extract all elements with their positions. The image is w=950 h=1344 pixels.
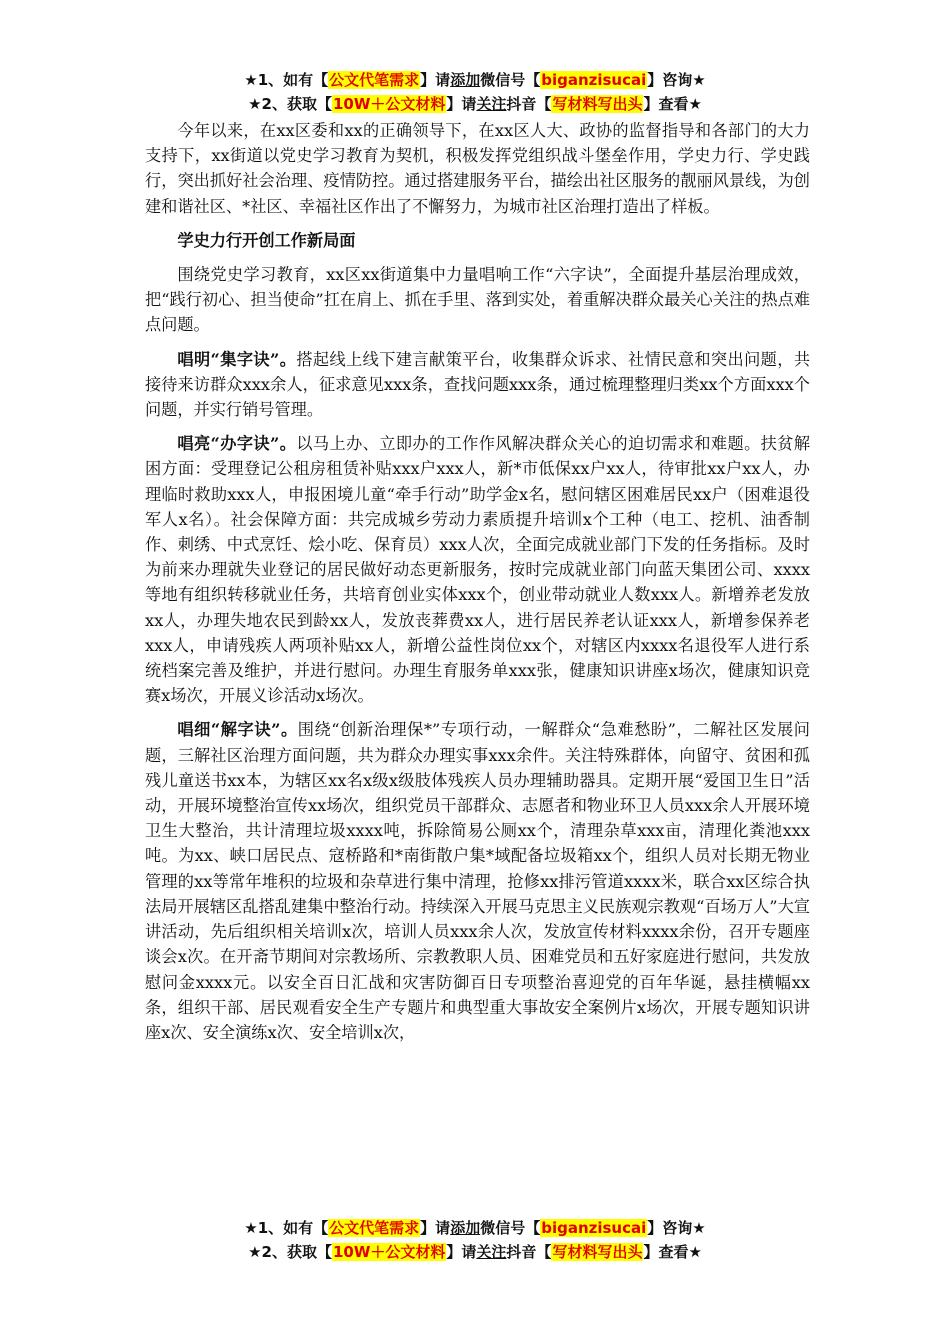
top-promo-banner — [0, 68, 950, 116]
body-paragraph — [145, 717, 810, 1045]
promo-text: 】请 — [446, 95, 477, 113]
paragraph-lead: 唱明“集字诀”。 — [177, 349, 297, 369]
section-heading: 学史力行开创工作新局面 — [177, 230, 356, 250]
body-paragraph — [145, 347, 810, 423]
promo-emphasis: 关注 — [476, 1243, 507, 1261]
intro-paragraph: 今年以来，在xx区委和xx的正确领导下，在xx区人大、政协的监督指导和各部门的大力支持下，xx街道以党史学习教育为契机，积极发挥党组织战斗堡垒作用，学史力行、学史践行，突出抓好社会治理、疫情防控。通过搭建服务平台，描绘出社区服务的靓丽风景线，为创建和谐社区、*社区、幸福社区作出了不懈努力，为城市社区治理打造出了样板。 — [145, 121, 810, 216]
promo-text: 抖音【 — [506, 95, 552, 113]
promo-line-1 — [0, 68, 950, 92]
promo-text: ★2、获取【 — [248, 95, 332, 113]
promo-highlight: 公文代笔需求 — [329, 1219, 420, 1237]
promo-text: ★1、如有【 — [244, 1219, 329, 1237]
promo-text: 】查看★ — [643, 95, 702, 113]
promo-emphasis: 添加 — [450, 71, 481, 89]
paragraph-text: 搭起线上线下建言献策平台，收集群众诉求、社情民意和突出问题，共接待来访群众xxx余人，征求意见xxx条，查找问题xxx条，通过梳理整理归类xx个方面xxx个问题，并实行销号管理。 — [145, 349, 811, 420]
promo-emphasis: 添加 — [450, 1219, 481, 1237]
body-paragraph — [145, 431, 810, 708]
promo-text: 微信号【 — [480, 71, 541, 89]
paragraph-text: 围绕“创新治理保*”专项行动，一解群众“急难愁盼”，二解社区发展问题，三解社区治理方面问题，共为群众办理实事xxx余件。关注特殊群体，向留守、贫困和孤残儿童送书xx本，为辖区xx名x级x级肢体残疾人员办理辅助器具。定期开展“爱国卫生日”活动，开展环境整治宣传xx场次，组织党员干部群众、志愿者和物业环卫人员xxx余人开展环境卫生大整治，共计清理垃圾xxxx吨，拆除简易公厕xx个，清理杂草xxx亩，清理化粪池xxx吨。为xx、峡口居民点、寇桥路和*南街散户集*域配备垃圾箱xx个，组织人员对长期无物业管理的xx等常年堆积的垃圾和杂草进行集中清理，抢修xx排污管道xxxx米，联合xx区综合执法局开展辖区乱搭乱建集中整治行动。持续深入开展马克思主义民族观宗教观“百场万人”大宣讲活动，先后组织相关培训x次，培训人员xxx余人次，发放宣传材料xxxx余份，召开专题座谈会x次。在开斋节期间对宗教场所、宗教教职人员、困难党员和五好家庭进行慰问，共发放慰问金xxxx元。以安全百日汇战和灾害防御百日专项整治喜迎党的百年华诞，悬挂横幅xx条，组织干部、居民观看安全生产专题片和典型重大事故安全案例片x场次，开展专题知识讲座x次、安全演练x次、安全培训x次， — [145, 720, 810, 1042]
promo-text: 】查看★ — [643, 1243, 702, 1261]
promo-line-2 — [0, 92, 950, 116]
promo-highlight: 写材料写出头 — [552, 95, 643, 113]
promo-highlight: biganzisucai — [541, 1219, 647, 1237]
promo-text: 】请 — [420, 1219, 451, 1237]
promo-text: 】请 — [446, 1243, 477, 1261]
promo-text: ★1、如有【 — [244, 71, 329, 89]
document-body — [145, 118, 810, 1045]
promo-highlight: 10W＋公文材料 — [332, 95, 446, 113]
promo-text: ★2、获取【 — [248, 1243, 332, 1261]
promo-highlight: 写材料写出头 — [552, 1243, 643, 1261]
paragraph-lead: 唱亮“办字诀”。 — [177, 434, 297, 454]
promo-highlight: 10W＋公文材料 — [332, 1243, 446, 1261]
promo-highlight: 公文代笔需求 — [329, 71, 420, 89]
promo-text: 】咨询★ — [647, 1219, 706, 1237]
promo-text: 微信号【 — [480, 1219, 541, 1237]
promo-highlight: biganzisucai — [541, 71, 647, 89]
body-paragraph: 围绕党史学习教育，xx区xx街道集中力量唱响工作“六字诀”，全面提升基层治理成效，把“践行初心、担当使命”扛在肩上、抓在手里、落到实处，着重解决群众最关心关注的热点难点问题。 — [145, 265, 810, 335]
paragraph-text: 以马上办、立即办的工作作风解决群众关心的迫切需求和难题。扶贫解困方面：受理登记公租房租赁补贴xxx户xxx人，新*市低保xx户xx人，待审批xx户xx人，办理临时救助xxx人，申报困境儿童“牵手行动”助学金x名，慰问辖区困难居民xx户（困难退役军人x名）。社会保障方面：共完成城乡劳动力素质提升培训x个工种（电工、挖机、油香制作、刺绣、中式烹饪、烩小吃、保育员）xxx人次，全面完成就业部门下发的任务指标。及时为前来办理就失业登记的居民做好动态更新服务，按时完成就业部门向蓝天集团公司、xxxx等地有组织转移就业任务，共培育创业实体xxx个，创业带动就业人数xxx人。新增养老发放xx人，办理失地农民到龄xx人，发放丧葬费xx人，进行居民养老认证xxx人，新增参保养老xxx人，申请残疾人两项补贴xx人，新增公益性岗位xx个，对辖区内xxxx名退役军人进行系统档案完善及维护，并进行慰问。办理生育服务单xxx张，健康知识讲座x场次，健康知识竞赛x场次，开展义诊活动x场次。 — [145, 434, 811, 706]
promo-line-2 — [0, 1240, 950, 1264]
promo-line-1 — [0, 1216, 950, 1240]
bottom-promo-banner — [0, 1216, 950, 1264]
promo-text: 抖音【 — [506, 1243, 552, 1261]
promo-text: 】咨询★ — [647, 71, 706, 89]
paragraph-lead: 唱细“解字诀”。 — [177, 720, 298, 740]
promo-text: 】请 — [420, 71, 451, 89]
promo-emphasis: 关注 — [476, 95, 507, 113]
